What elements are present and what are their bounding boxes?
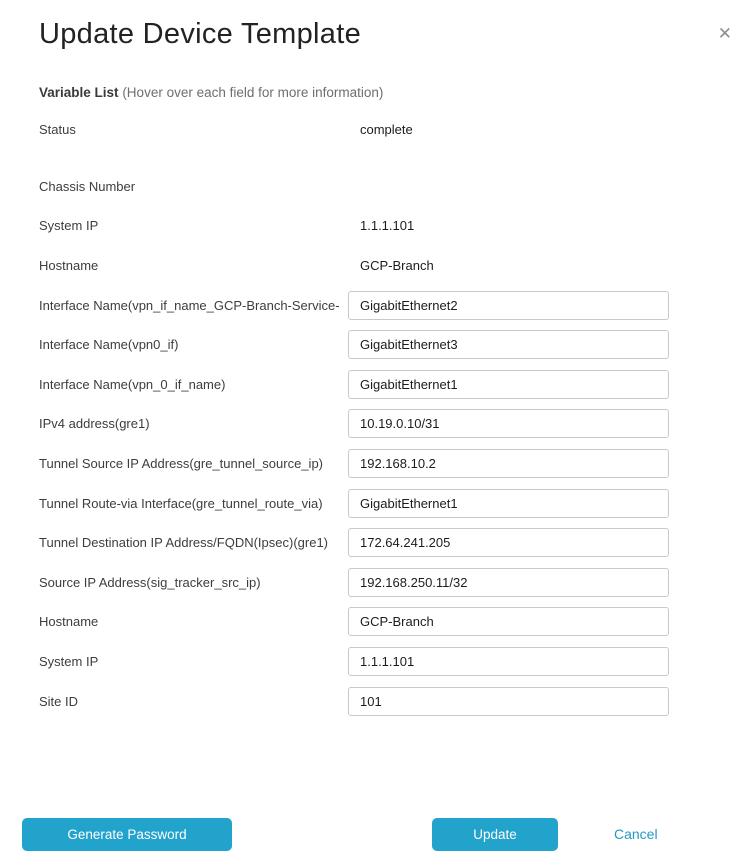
field-input[interactable] [348, 647, 669, 676]
field-input[interactable] [348, 568, 669, 597]
field-label: Hostname [39, 614, 99, 630]
update-button[interactable]: Update [432, 818, 558, 851]
variable-row-input [0, 602, 752, 642]
field-input[interactable] [348, 489, 669, 518]
field-value: GCP-Branch [360, 258, 434, 274]
field-label: IPv4 address(gre1) [39, 416, 150, 432]
field-input[interactable] [348, 687, 669, 716]
field-label: Source IP Address(sig_tracker_src_ip) [39, 574, 261, 590]
field-input[interactable] [348, 528, 669, 557]
close-icon[interactable]: ✕ [717, 24, 732, 43]
field-input[interactable] [348, 330, 669, 359]
variable-row-input [0, 681, 752, 721]
variable-row-input [0, 285, 752, 325]
variable-row-static [0, 110, 752, 150]
variable-row-input [0, 563, 752, 603]
field-label: Tunnel Destination IP Address/FQDN(Ipsec)(gre1) [39, 535, 329, 551]
variable-row-input [0, 404, 752, 444]
field-input[interactable] [348, 449, 669, 478]
field-label: Interface Name(vpn_0_if_name) [39, 376, 226, 392]
row-spacer [0, 150, 752, 167]
field-label: Tunnel Route-via Interface(gre_tunnel_route_via) [39, 495, 323, 511]
variable-row-static [0, 246, 752, 286]
variable-list-label: Variable List [39, 85, 119, 100]
field-label: Chassis Number [39, 178, 136, 194]
dialog-footer [0, 818, 752, 851]
field-label: Status [39, 122, 76, 138]
field-label: Hostname [39, 258, 99, 274]
field-value: 1.1.1.101 [360, 218, 415, 234]
field-input[interactable] [348, 291, 669, 320]
variable-row-static [0, 206, 752, 246]
variable-row-static [0, 167, 752, 207]
variable-row-input [0, 642, 752, 682]
field-label: Site ID [39, 693, 79, 709]
variable-row-input [0, 483, 752, 523]
variable-list [0, 110, 752, 721]
field-value: complete [360, 122, 413, 138]
field-input[interactable] [348, 409, 669, 438]
field-input[interactable] [348, 370, 669, 399]
field-label: Interface Name(vpn0_if) [39, 337, 179, 353]
field-label: System IP [39, 654, 99, 670]
cancel-link[interactable]: Cancel [614, 826, 658, 842]
variable-row-input [0, 325, 752, 365]
variable-list-note: (Hover over each field for more information) [122, 85, 384, 100]
variable-row-input [0, 365, 752, 405]
variable-list-heading [39, 85, 752, 100]
generate-password-button[interactable]: Generate Password [22, 818, 232, 851]
page-title: Update Device Template [39, 18, 362, 50]
field-label: Interface Name(vpn_if_name_GCP-Branch-Service- [39, 297, 340, 313]
variable-row-input [0, 444, 752, 484]
variable-row-input [0, 523, 752, 563]
field-input[interactable] [348, 607, 669, 636]
field-label: Tunnel Source IP Address(gre_tunnel_source_ip) [39, 456, 324, 472]
field-label: System IP [39, 218, 99, 234]
